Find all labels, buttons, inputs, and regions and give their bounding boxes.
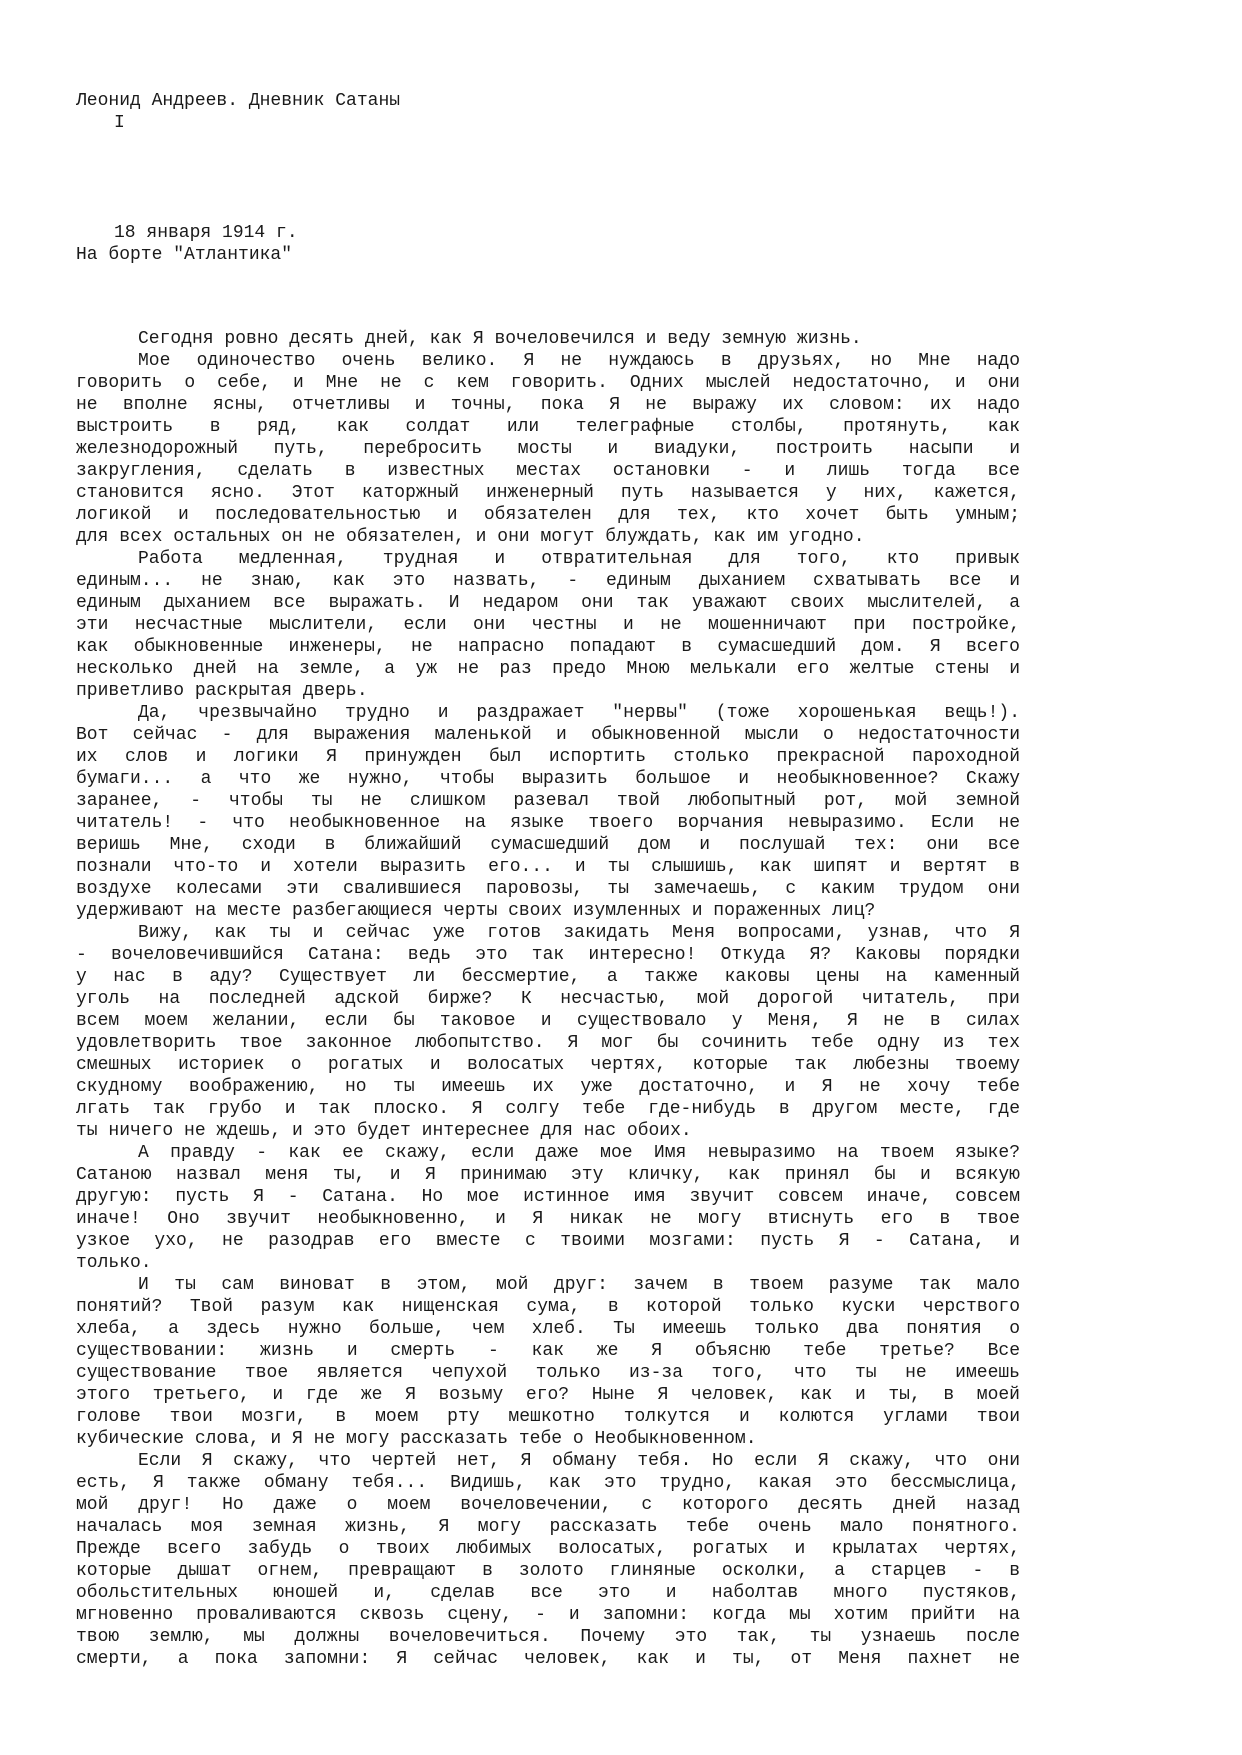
body-text-line: приветливо раскрытая дверь. [76,681,368,701]
body-text-line: бумаги... а что же нужно, чтобы выразить большое и необыкновенное? Скажу [76,769,1020,789]
body-text-line: заранее, - чтобы ты не слишком разевал твой любопытный рот, мой земной [76,791,1020,811]
body-text-line: существование твое является чепухой только из-за того, что ты не имеешь [76,1363,1020,1383]
body-text-line: для всех остальных он не обязателен, и они могут блуждать, как им угодно. [76,527,865,547]
body-text-line: воздухе колесами эти свалившиеся паровозы, ты замечаешь, с каким трудом они [76,879,1020,899]
body-text-line: Вот сейчас - для выражения маленькой и обыкновенной мысли о недостаточности [76,725,1020,745]
diary-body-text [76,328,1020,1670]
body-text-line: логикой и последовательностью и обязателен для тех, кто хочет быть умным; [76,505,1020,525]
body-text-line: началась моя земная жизнь, Я могу рассказать тебе очень мало понятного. [76,1517,1020,1537]
body-text-line: другую: пусть Я - Сатана. Но мое истинное имя звучит совсем иначе, совсем [76,1187,1020,1207]
body-text-line: становится ясно. Этот каторжный инженерный путь называется у них, кажется, [76,483,1020,503]
body-text-line: эти несчастные мыслители, если они честны и не мошенничают при постройке, [76,615,1020,635]
body-text-line: Работа медленная, трудная и отвратительная для того, кто привык [138,549,1020,569]
body-text-line: только. [76,1253,152,1273]
body-text-line: закругления, сделать в известных местах остановки - и лишь тогда все [76,461,1020,481]
body-text-line: выстроить в ряд, как солдат или телеграфные столбы, протянуть, как [76,417,1020,437]
body-text-line: удерживают на месте разбегающиеся черты своих изумленных и пораженных лиц? [76,901,876,921]
body-text-line: Сегодня ровно десять дней, как Я вочеловечился и веду земную жизнь. [138,329,862,349]
body-text-line: Прежде всего забудь о твоих любимых волосатых, рогатых и крылатах чертях, [76,1539,1020,1559]
body-text-line: кубические слова, и Я не могу рассказать тебе о Необыкновенном. [76,1429,757,1449]
chapter-number: I [114,113,125,133]
body-text-line: мгновенно проваливаются сквозь сцену, - и запомни: когда мы хотим прийти на [76,1605,1020,1625]
body-text-line: Да, чрезвычайно трудно и раздражает "нервы" (тоже хорошенькая вещь!). [138,703,1020,723]
body-text-line: узкое ухо, не разодрав его вместе с твоими мозгами: пусть Я - Сатана, и [76,1231,1020,1251]
body-text-line: лгать так грубо и так плоско. Я солгу тебе где-нибудь в другом месте, где [76,1099,1020,1119]
body-text-line: не вполне ясны, отчетливы и точны, пока Я не выражу их словом: их надо [76,395,1020,415]
body-text-line: железнодорожный путь, перебросить мосты и виадуки, построить насыпи и [76,439,1020,459]
body-text-line: Вижу, как ты и сейчас уже готов закидать Меня вопросами, узнав, что Я [138,923,1020,943]
body-text-line: веришь Мне, сходи в ближайший сумасшедший дом и послушай тех: они все [76,835,1020,855]
body-text-line: уголь на последней адской бирже? К несчастью, мой дорогой читатель, при [76,989,1020,1009]
body-text-line: несколько дней на земле, а уж не раз предо Мною мелькали его желтые стены и [76,659,1020,679]
body-text-line: Сатаною назвал меня ты, и Я принимаю эту кличку, как принял бы и всякую [76,1165,1020,1185]
body-text-line: ты ничего не ждешь, и это будет интереснее для нас обоих. [76,1121,692,1141]
body-text-line: А правду - как ее скажу, если даже мое Имя невыразимо на твоем языке? [138,1143,1020,1163]
body-text-line: Если Я скажу, что чертей нет, Я обману тебя. Но если Я скажу, что они [138,1451,1020,1471]
body-text-line: единым... не знаю, как это назвать, - единым дыханием схватывать все и [76,571,1020,591]
entry-date: 18 января 1914 г. [114,223,298,243]
body-text-line: их слов и логики Я принужден был испортить столько прекрасной пароходной [76,747,1020,767]
body-text-line: - вочеловечившийся Сатана: ведь это так интересно! Откуда Я? Каковы порядки [76,945,1020,965]
body-text-line: удовлетворить твое законное любопытство. Я мог бы сочинить тебе одну из тех [76,1033,1020,1053]
body-text-line: Мое одиночество очень велико. Я не нуждаюсь в друзьях, но Мне надо [138,351,1020,371]
body-text-line: понятий? Твой разум как нищенская сума, в которой только куски черствого [76,1297,1020,1317]
body-text-line: смешных историек о рогатых и волосатых чертях, которые так любезны твоему [76,1055,1020,1075]
body-text-line: хлеба, а здесь нужно больше, чем хлеб. Ты имеешь только два понятия о [76,1319,1020,1339]
body-text-line: иначе! Оно звучит необыкновенно, и Я никак не могу втиснуть его в твое [76,1209,1020,1229]
body-text-line: обольстительных юношей и, сделав все это и наболтав много пустяков, [76,1583,1020,1603]
author-title: Леонид Андреев. Дневник Сатаны [76,91,401,111]
body-text-line: голове твои мозги, в моем рту мешкотно толкутся и колются углами твои [76,1407,1020,1427]
body-text-line: которые дышат огнем, превращают в золото глиняные осколки, а старцев - в [76,1561,1020,1581]
body-text-line: как обыкновенные инженеры, не напрасно попадают в сумасшедший дом. Я всего [76,637,1020,657]
body-text-line: всем моем желании, если бы таковое и существовало у Меня, Я не в силах [76,1011,1020,1031]
entry-place: На борте "Атлантика" [76,245,293,265]
body-text-line: мой друг! Но даже о моем вочеловечении, с которого десять дней назад [76,1495,1020,1515]
body-text-line: единым дыханием все выражать. И недаром они так уважают своих мыслителей, а [76,593,1020,613]
body-text-line: есть, Я также обману тебя... Видишь, как это трудно, какая это бессмыслица, [76,1473,1020,1493]
body-text-line: И ты сам виноват в этом, мой друг: зачем в твоем разуме так мало [138,1275,1020,1295]
body-text-line: этого третьего, и где же Я возьму его? Ныне Я человек, как и ты, в моей [76,1385,1020,1405]
body-text-line: у нас в аду? Существует ли бессмертие, а также каковы цены на каменный [76,967,1020,987]
body-text-line: познали что-то и хотели выразить его... и ты слышишь, как шипят и вертят в [76,857,1020,877]
body-text-line: скудному воображению, но ты имеешь их уже достаточно, и Я не хочу тебе [76,1077,1020,1097]
body-text-line: твою землю, мы должны вочеловечиться. Почему это так, ты узнаешь после [76,1627,1020,1647]
body-text-line: существовании: жизнь и смерть - как же Я объясню тебе третье? Все [76,1341,1020,1361]
body-text-line: смерти, а пока запомни: Я сейчас человек, как и ты, от Меня пахнет не [76,1649,1020,1669]
body-text-line: читатель! - что необыкновенное на языке твоего ворчания невыразимо. Если не [76,813,1020,833]
body-text-line: говорить о себе, и Мне не с кем говорить. Одних мыслей недостаточно, и они [76,373,1020,393]
